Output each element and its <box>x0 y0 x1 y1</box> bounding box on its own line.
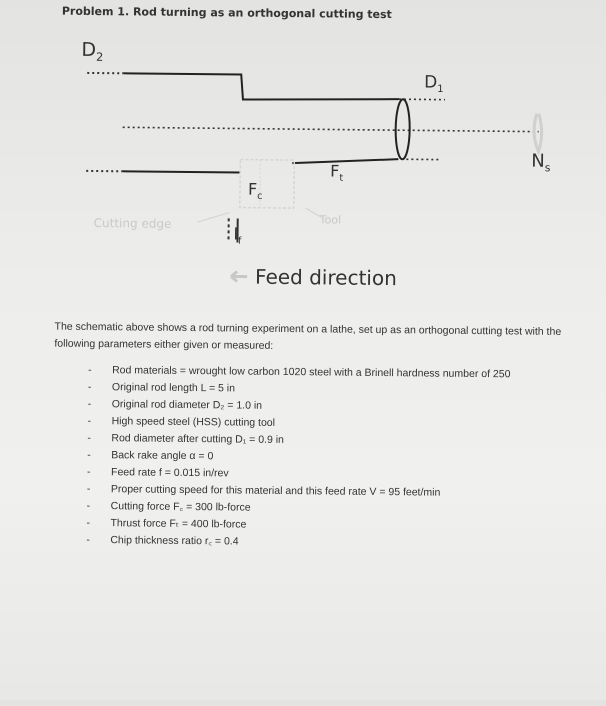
parameter-text: Cutting force F꜀ = 300 lb-force <box>111 498 251 516</box>
d1-label: $D_1$ <box>424 72 444 95</box>
centerline-dotted <box>123 127 539 131</box>
parameter-text: High speed steel (HSS) cutting tool <box>112 413 276 432</box>
cutting-edge-label: Cutting edge <box>94 216 172 231</box>
list-bullet: - <box>87 464 111 481</box>
thrust-force-label: $F_t$ <box>330 161 343 183</box>
parameter-text: Proper cutting speed for this material and this feed rate V = 95 feet/min <box>111 481 441 501</box>
parameter-text: Thrust force Fₜ = 400 lb-force <box>110 515 246 533</box>
parameter-text: Back rake angle α = 0 <box>111 447 213 465</box>
cutting-edge-leader <box>198 212 230 222</box>
parameter-text: Original rod diameter D₂ = 1.0 in <box>112 396 262 415</box>
list-bullet: - <box>87 447 111 464</box>
parameter-text: Original rod length L = 5 in <box>112 379 235 397</box>
feed-arrow <box>231 271 247 281</box>
rotation-arrow <box>534 114 542 152</box>
description-paragraph: The schematic above shows a rod turning experiment on a lathe, set up as an orthogonal cutting test with the following parameters either given or measured: <box>54 319 574 358</box>
parameter-text: Feed rate f = 0.015 in/rev <box>111 464 229 482</box>
list-bullet: - <box>88 413 112 430</box>
rod-end-ellipse <box>395 99 410 159</box>
list-bullet: - <box>87 481 111 498</box>
list-bullet: - <box>87 430 111 447</box>
parameter-text: Chip thickness ratio r꜀ = 0.4 <box>110 532 238 550</box>
list-bullet: - <box>88 396 112 413</box>
parameter-text: Rod diameter after cutting D₁ = 0.9 in <box>111 430 284 449</box>
list-bullet: - <box>87 498 111 515</box>
list-bullet: - <box>86 515 110 532</box>
problem-title: Problem 1. Rod turning as an orthogonal cutting test <box>62 5 392 21</box>
parameter-list <box>86 362 578 554</box>
feed-thickness-label: $l_f$ <box>233 224 241 246</box>
d2-label: $D_2$ <box>81 39 103 64</box>
cutting-force-label: $F_c$ <box>248 180 263 202</box>
rod-top-outline <box>123 73 399 101</box>
spindle-speed-label: $N_s$ <box>531 151 550 175</box>
parameter-text: Rod materials = wrought low carbon 1020 steel with a Brinell hardness number of 250 <box>112 362 510 383</box>
list-bullet: - <box>88 379 112 396</box>
rod-cut-bottom <box>292 158 398 164</box>
list-bullet: - <box>88 362 112 379</box>
feed-direction-label: Feed direction <box>255 265 397 290</box>
list-bullet: - <box>86 532 110 549</box>
rod-bottom-outline <box>122 171 240 172</box>
tool-label: Tool <box>320 213 342 226</box>
